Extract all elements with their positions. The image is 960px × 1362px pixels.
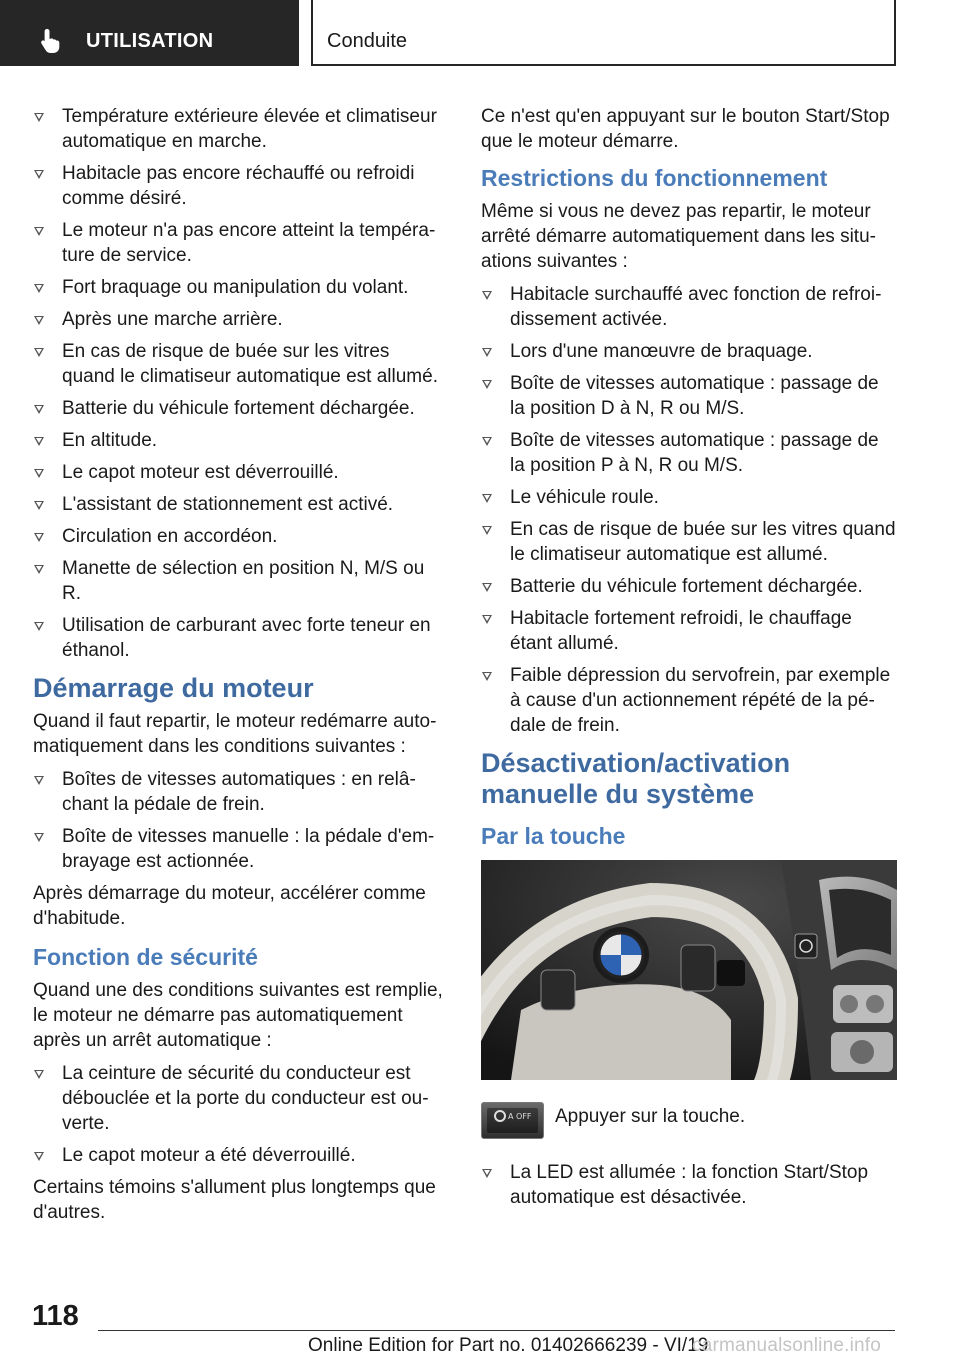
triangle-bullet-icon [482, 526, 492, 535]
list-item-text: Circulation en accordéon. [62, 526, 278, 547]
footer-rule [98, 1330, 895, 1331]
list-item-text: Le moteur n'a pas encore atteint la tempéra-ture de service. [62, 220, 436, 266]
page-header [0, 0, 960, 66]
list-item-text: En cas de risque de buée sur les vitres quand le climatiseur automatique est allumé. [62, 341, 438, 387]
list-item [33, 1143, 447, 1168]
triangle-bullet-icon [34, 113, 44, 122]
heading-by-button: Par la touche [481, 823, 626, 849]
safety-conditions-list [33, 1061, 447, 1168]
triangle-bullet-icon [34, 565, 44, 574]
list-item-text: Lors d'une manœuvre de braquage. [510, 341, 813, 362]
list-item [33, 428, 447, 453]
list-item-text: Habitacle fortement refroidi, le chauffage étant allumé. [510, 608, 852, 654]
list-item [33, 524, 447, 549]
triangle-bullet-icon [34, 833, 44, 842]
list-item-text: Fort braquage ou manipulation du volant. [62, 277, 409, 298]
restart-conditions-list [33, 767, 447, 874]
list-item [33, 492, 447, 517]
triangle-bullet-icon [34, 1152, 44, 1161]
list-item-text: Habitacle pas encore réchauffé ou refroidi comme désiré. [62, 163, 415, 209]
steering-wheel-illustration [481, 860, 897, 1080]
triangle-bullet-icon [34, 227, 44, 236]
list-item [481, 574, 897, 599]
list-item [33, 556, 447, 606]
safety-intro: Quand une des conditions suivantes est remplie, le moteur ne démarre pas automatiquement après un arrêt automatique : [33, 980, 443, 1051]
list-item [33, 307, 447, 332]
restrictions-list [481, 282, 897, 738]
triangle-bullet-icon [34, 316, 44, 325]
list-item [481, 371, 897, 421]
auto-start-stop-button [481, 1102, 544, 1139]
triangle-bullet-icon [34, 1070, 44, 1079]
triangle-bullet-icon [34, 469, 44, 478]
list-item [481, 339, 897, 364]
triangle-bullet-icon [34, 533, 44, 542]
triangle-bullet-icon [34, 170, 44, 179]
list-item-text: En cas de risque de buée sur les vitres quand le climatiseur automatique est allumé. [510, 519, 896, 565]
triangle-bullet-icon [482, 380, 492, 389]
list-item-text: Boîte de vitesses automatique : passage de la position P à N, R ou M/S. [510, 430, 879, 476]
start-stop-intro: Ce n'est qu'en appuyant sur le bouton Start/Stop que le moteur démarre. [481, 106, 890, 152]
press-button-text: Appuyer sur la touche. [555, 1106, 746, 1127]
edition-note: Online Edition for Part no. 01402666239 - VI/19 [308, 1335, 709, 1356]
triangle-bullet-icon [34, 284, 44, 293]
heading-manual-deactivation: Désactivation/activation manuelle du système [481, 748, 791, 809]
list-item [481, 485, 897, 510]
list-item-text: Le véhicule roule. [510, 487, 659, 508]
restrictions-intro: Même si vous ne devez pas repartir, le moteur arrêté démarre automatiquement dans les situ-ations suivantes : [481, 201, 876, 272]
triangle-bullet-icon [482, 348, 492, 357]
list-item [481, 606, 897, 656]
list-item-text: Utilisation de carburant avec forte teneur en éthanol. [62, 615, 431, 661]
triangle-bullet-icon [34, 437, 44, 446]
list-item-text: Batterie du véhicule fortement déchargée. [62, 398, 415, 419]
list-item-text: L'assistant de stationnement est activé. [62, 494, 394, 515]
list-item [33, 396, 447, 421]
list-item [33, 275, 447, 300]
triangle-bullet-icon [34, 501, 44, 510]
list-item-text: La ceinture de sécurité du conducteur est débouclée et la porte du conducteur est ou-verte. [62, 1063, 429, 1134]
list-item-text: Habitacle surchauffé avec fonction de refroi-dissement activée. [510, 284, 882, 330]
section-title: UTILISATION [86, 30, 214, 52]
list-item-text: Température extérieure élevée et climatiseur automatique en marche. [62, 106, 437, 152]
list-item [33, 161, 447, 211]
triangle-bullet-icon [482, 494, 492, 503]
page-number: 118 [32, 1300, 79, 1332]
list-item-text: Manette de sélection en position N, M/S ou R. [62, 558, 425, 604]
triangle-bullet-icon [482, 437, 492, 446]
indicator-lamps-text: Certains témoins s'allument plus longtemps que d'autres. [33, 1177, 436, 1223]
list-item [33, 339, 447, 389]
list-item [481, 517, 897, 567]
triangle-bullet-icon [482, 583, 492, 592]
list-item [33, 767, 447, 817]
button-label: A OFF [508, 1112, 532, 1121]
triangle-bullet-icon [34, 622, 44, 631]
list-item [33, 218, 447, 268]
list-item-text: Boîtes de vitesses automatiques : en relâ-chant la pédale de frein. [62, 769, 416, 815]
section-tab [0, 0, 299, 66]
list-item [33, 104, 447, 154]
list-item [33, 613, 447, 663]
list-item [33, 460, 447, 485]
right-column [481, 104, 897, 1217]
list-item [33, 1061, 447, 1136]
restart-intro: Quand il faut repartir, le moteur redémarre auto-matiquement dans les conditions suivantes : [33, 711, 437, 757]
triangle-bullet-icon [482, 1169, 492, 1178]
watermark: carmanualsonline.info [692, 1335, 882, 1356]
list-item-text: Boîte de vitesses manuelle : la pédale d'em-brayage est actionnée. [62, 826, 435, 872]
subsection-title: Conduite [327, 30, 408, 52]
auto-start-stop-icon [494, 1110, 506, 1122]
left-column [33, 104, 447, 1233]
list-item-text: Le capot moteur a été déverrouillé. [62, 1145, 356, 1166]
hand-pointer-icon [40, 28, 64, 54]
triangle-bullet-icon [34, 348, 44, 357]
stop-conditions-list [33, 104, 447, 663]
list-item [33, 824, 447, 874]
list-item-text: Batterie du véhicule fortement déchargée. [510, 576, 863, 597]
list-item-text: Après une marche arrière. [62, 309, 283, 330]
list-item [481, 428, 897, 478]
after-start-text: Après démarrage du moteur, accélérer comme d'habitude. [33, 883, 426, 929]
button-instruction [481, 1090, 897, 1160]
list-item-text: Faible dépression du servofrein, par exemple à cause d'un actionnement répété de la pé-dale de frein. [510, 665, 891, 736]
list-item-text: En altitude. [62, 430, 158, 451]
list-item [481, 282, 897, 332]
list-item [481, 663, 897, 738]
triangle-bullet-icon [482, 672, 492, 681]
triangle-bullet-icon [482, 291, 492, 300]
list-item-text: Boîte de vitesses automatique : passage de la position D à N, R ou M/S. [510, 373, 879, 419]
heading-restrictions: Restrictions du fonctionnement [481, 165, 828, 191]
list-item-text: Le capot moteur est déverrouillé. [62, 462, 339, 483]
led-status-list [481, 1160, 897, 1210]
triangle-bullet-icon [482, 615, 492, 624]
heading-safety-function: Fonction de sécurité [33, 944, 258, 970]
cockpit-photo [481, 860, 897, 1080]
list-item-text: La LED est allumée : la fonction Start/Stop automatique est désactivée. [510, 1162, 869, 1208]
triangle-bullet-icon [34, 405, 44, 414]
list-item [481, 1160, 897, 1210]
triangle-bullet-icon [34, 776, 44, 785]
heading-engine-restart: Démarrage du moteur [33, 673, 314, 703]
